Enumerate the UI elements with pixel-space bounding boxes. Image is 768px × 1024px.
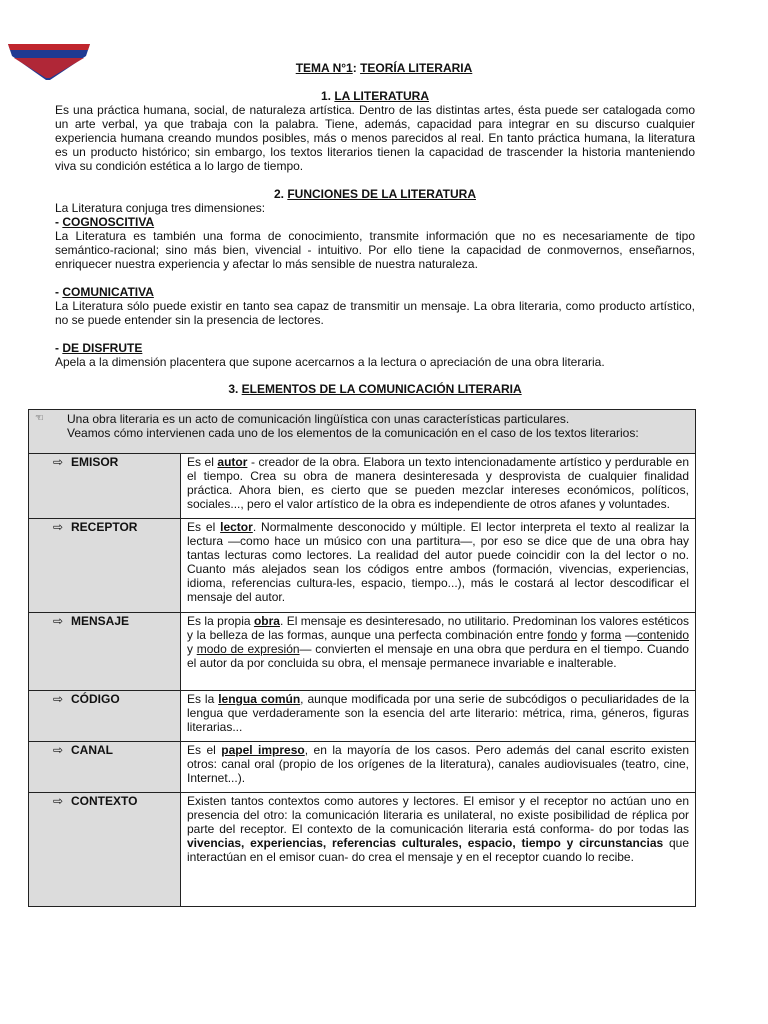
section-2-heading: FUNCIONES DE LA LITERATURA [287,187,476,201]
section-3-title [55,382,695,396]
emphasized-term: lector [220,520,253,534]
row-label-emisor [29,454,181,519]
row-text: y [187,642,197,656]
row-label-receptor [29,519,181,613]
arrow-right-icon: ⇨ [53,743,64,757]
function-cognoscitiva-text: La Literatura es también una forma de conocimiento, transmite información que no es necesariamente de tipo semántico-racional; sino más bien, vivencial - intuitivo. Por ello tiene la capacidad de conmovernos, enseñarnos, enriquecer nuestra experiencia y afectar lo más sensible de nuestra naturaleza. [55,229,695,271]
function-comunicativa-label: COMUNICATIVA [62,285,154,299]
arrow-right-icon: ⇨ [53,794,64,808]
row-content [181,793,696,907]
row-content [181,691,696,742]
title-prefix: TEMA N°1 [295,61,353,75]
page-title [0,61,768,75]
table-row [29,793,696,907]
row-label-canal [29,742,181,793]
communication-elements-table [28,409,696,907]
row-text: Es la [187,692,219,706]
table-row [29,519,696,613]
row-label-contexto [29,793,181,907]
row-label-text: CONTEXTO [71,794,138,808]
row-content [181,454,696,519]
row-text: que interactúan en el emisor cuan- do crea el mensaje y en el receptor cuando lo recibe. [187,836,689,864]
row-text: , en la mayoría de los casos. Pero además del canal escrito existen otros: canal oral (propio de los orígenes de la literatura), canales audiovisuales (teatro, cine, Internet...). [187,743,689,785]
row-text: - creador de la obra. Elabora un texto intencionadamente artístico y perdurable en el tiempo. Crea su obra de manera desinteresada y desprovista de cualquier finalidad práctica. Ahora bien, es cierto que se pueden mezclar intereses económicos, políticos, sociales..., pero el valor artístico de la obra es independiente de otros afanes y voluntades. [187,455,689,511]
section-2-number: 2. [273,187,288,201]
table-row [29,454,696,519]
row-text: , aunque modificada por una serie de subcódigos o peculiaridades de la lengua que verdaderamente son la esencia del arte literario: métrica, rima, géneros, figuras literarias... [187,692,690,734]
spacer [55,327,695,341]
row-text: Es la propia [187,614,254,628]
title-main: TEORÍA LITERARIA [360,61,473,75]
section-1-title [55,89,695,103]
section-2-title [55,187,695,201]
row-text: y [577,628,591,642]
row-label-mensaje [29,613,181,691]
row-label-text: CANAL [71,743,113,757]
function-comunicativa-text: La Literatura sólo puede existir en tanto sea capaz de transmitir un mensaje. La obra literaria, como producto artístico, no se puede entender sin la presencia de lectores. [55,299,695,327]
function-comunicativa-heading [55,285,695,299]
section-2-intro: La Literatura conjuga tres dimensiones: [55,201,266,215]
arrow-right-icon: ⇨ [53,614,64,628]
function-disfrute-text: Apela a la dimensión placentera que supone acercarnos a la lectura o apreciación de una obra literaria. [55,355,605,369]
row-text: . Normalmente desconocido y múltiple. El lector interpreta el texto al realizar la lectura —como hace un músico con una partitura—, por eso se dice que de una obra hay tantas lecturas como lectores. La realidad del autor puede coincidir con la del lector o no. Cuanto más alejados sean los códigos entre ambos (formación, vivencias, experiencias, idioma, referencias cultura-les, espacio, tiempo...), más le costará al lector descodificar el mensaje del autor. [187,520,689,604]
section-2-body [55,201,695,369]
function-disfrute-heading [55,341,695,355]
row-content [181,613,696,691]
table-intro-line2: Veamos cómo intervienen cada uno de los elementos de la comunicación en el caso de los textos literarios: [67,426,639,440]
section-3-number: 3. [228,382,242,396]
row-label-text: MENSAJE [71,614,130,628]
section-1-number: 1. [321,89,335,103]
function-disfrute-label: DE DISFRUTE [62,341,143,355]
arrow-right-icon: ⇨ [53,520,64,534]
row-label-text: EMISOR [71,455,119,469]
emphasized-term: forma [590,628,622,642]
pointing-hand-icon: ☜ [35,413,44,424]
row-text: Es el [187,743,222,757]
arrow-right-icon: ⇨ [53,455,64,469]
function-cognoscitiva-label: COGNOSCITIVA [62,215,155,229]
emphasized-term: vivencias, experiencias, referencias culturales, espacio, tiempo y circunstancias [187,836,664,850]
row-text: Existen tantos contextos como autores y lectores. El emisor y el receptor no actúan uno en presencia del otro: la comunicación literaria es unilateral, no existe posibilidad de réplica por parte del receptor. El contexto de la comunicación literaria está conforma- do por todas las [187,794,689,836]
section-1-text: Es una práctica humana, social, de naturaleza artística. Dentro de las distintas artes, ésta puede ser catalogada como un arte verbal, ya que trabaja con la palabra. Tiene, además, capacidad para integrar en su discurso cualquier experiencia humana creando mundos posibles, más o menos parecidos al real. En tanto práctica humana, la literatura es un producto histórico; sin embargo, los textos literarios tienen la capacidad de trascender la historia manteniendo viva su condición estética a lo largo de tiempo. [55,103,695,173]
row-text: Es el [187,520,221,534]
table-intro-line1: Una obra literaria es un acto de comunicación lingüística con unas características particulares. [67,412,570,426]
emphasized-term: lengua común [218,692,301,706]
row-text: — [621,628,637,642]
emphasized-term: modo de expresión [196,642,300,656]
table-row [29,691,696,742]
dash: - [55,341,63,355]
row-text: . El mensaje es desinteresado, no utilitario. Predominan los valores estéticos y la belleza de las formas, aunque una perfecta combinación entre [187,614,689,642]
section-1-heading: LA LITERATURA [334,89,429,103]
table-intro-cell [29,410,696,454]
row-content [181,742,696,793]
emphasized-term: fondo [547,628,578,642]
row-label-text: RECEPTOR [71,520,138,534]
emphasized-term: papel impreso [221,743,305,757]
spacer [55,271,695,285]
arrow-right-icon: ⇨ [53,692,64,706]
dash: - [55,285,63,299]
row-text: Es el [187,455,218,469]
table-intro-row [29,410,696,454]
table-row [29,742,696,793]
row-label-text: CÓDIGO [71,692,120,706]
function-cognoscitiva-heading [55,215,695,229]
title-separator: : [352,61,361,75]
row-label-codigo [29,691,181,742]
table-row [29,613,696,691]
emphasized-term: obra [253,614,280,628]
row-text: — convierten el mensaje en una obra que perdura en el tiempo. Cuando el autor da por concluida su obra, el mensaje permanece invariable e inalterable. [187,642,689,670]
dash: - [55,215,63,229]
emphasized-term: contenido [636,628,690,642]
section-3-heading: ELEMENTOS DE LA COMUNICACIÓN LITERARIA [241,382,522,396]
row-content [181,519,696,613]
emphasized-term: autor [217,455,248,469]
